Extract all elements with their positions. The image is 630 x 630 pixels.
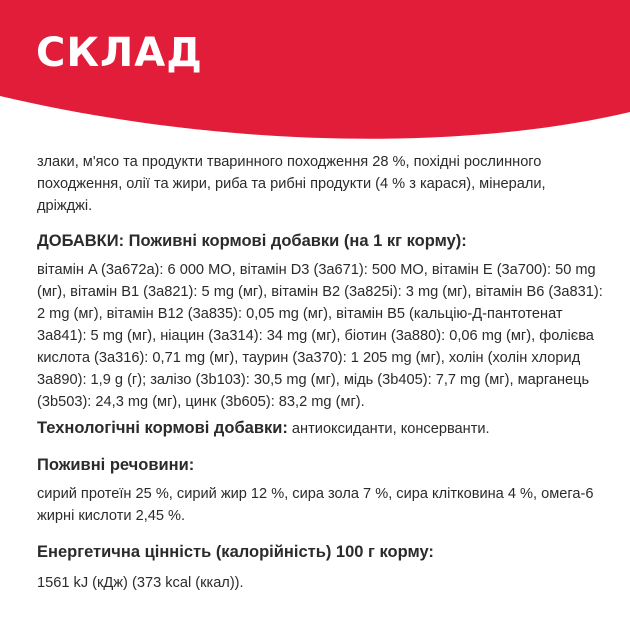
nutrients-heading: Поживні речовини: xyxy=(37,456,195,474)
tech-additives-value: антиоксиданти, консерванти. xyxy=(287,421,490,437)
page-title: СКЛАД xyxy=(36,30,203,76)
energy-text: 1561 kJ (кДж) (373 kcal (ккал)). xyxy=(37,575,244,591)
energy-heading: Енергетична цінність (калорійність) 100 г корму: xyxy=(37,543,434,561)
tech-additives-line xyxy=(37,417,603,440)
tech-additives-label: Технологічні кормові добавки: xyxy=(37,419,288,437)
additives-text: вітамін A (3a672a): 6 000 МО, вітамін D3 (3a671): 500 МО, вітамін E (3a700): 50 mg (мг), вітамін B1 (3a821): 5 mg (мг), вітамін B2 (3a825i): 3 mg (мг), вітамін B6 (3a831): 2 mg (мг), вітамін B12 (3a835): 0,05 mg (мг), вітамін B5 (кальцію-Д-пантотенат 3a841): 5 mg (мг), ніацин (3a314): 34 mg (мг), біотин (3a880): 0,06 mg (мг), фолієва кислота (3a316): 0,71 mg (мг), таурин (3a370): 1 205 mg (мг), холін (холін хлорид 3a890): 1,9 g (г); залізо (3b103): 30,5 mg (мг), мідь (3b405): 7,7 mg (мг), марганець (3b503): 24,3 mg (мг), цинк (3b605): 83,2 mg (мг). xyxy=(37,262,603,410)
additives-heading: ДОБАВКИ: Поживні кормові добавки (на 1 кг корму): xyxy=(37,232,467,250)
composition-content xyxy=(37,151,603,594)
nutrients-text: сирий протеїн 25 %, сирий жир 12 %, сира зола 7 %, сира клітковина 4 %, омега-6 жирні кислоти 2,45 %. xyxy=(37,486,594,524)
composition-text: злаки, м'ясо та продукти тваринного походження 28 %, похідні рослинного походження, олії та жири, риба та рибні продукти (4 % з карася), мінерали, дріжджі. xyxy=(37,154,546,214)
